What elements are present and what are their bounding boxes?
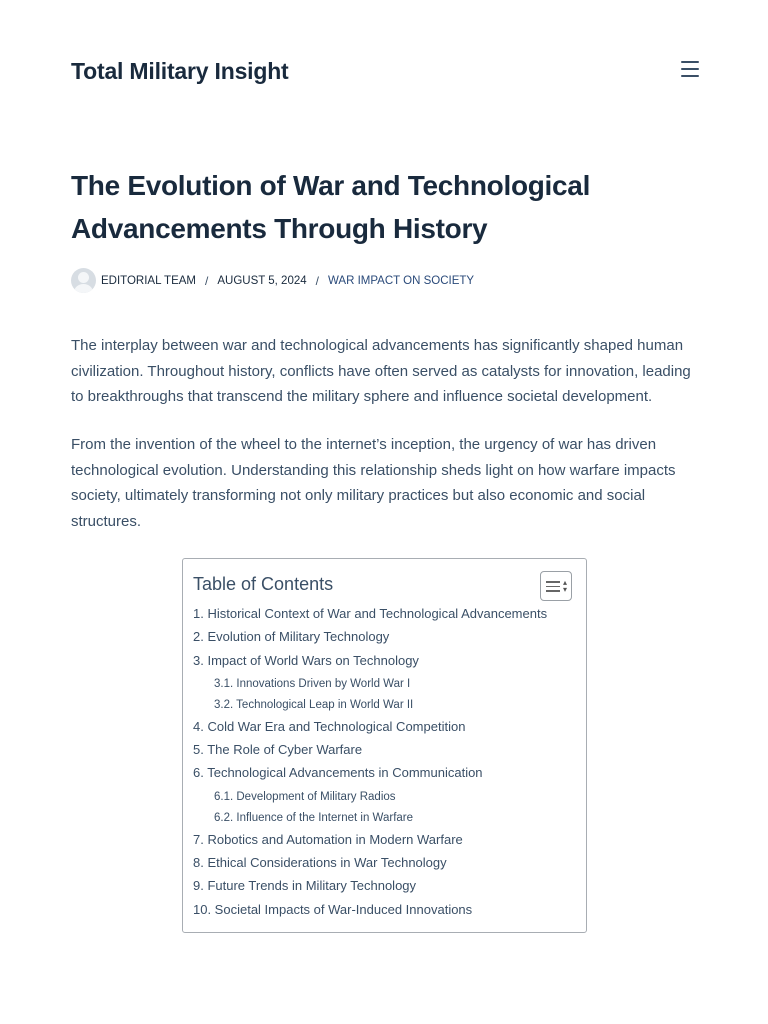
toc-item	[193, 877, 586, 900]
toc-link[interactable]: 6. Technological Advancements in Communication	[193, 765, 483, 781]
toc-item	[193, 628, 586, 651]
toc-item	[193, 831, 586, 854]
toc-item	[193, 696, 586, 718]
toc-link[interactable]: 3.2. Technological Leap in World War II	[214, 699, 414, 712]
toc-link[interactable]: 8. Ethical Considerations in War Technology	[193, 855, 447, 871]
toc-link[interactable]: 3.1. Innovations Driven by World War I	[214, 677, 411, 690]
post-date: AUGUST 5, 2024	[217, 274, 307, 287]
toc-link[interactable]: 5. The Role of Cyber Warfare	[193, 742, 363, 758]
toc-link[interactable]: 3. Impact of World Wars on Technology	[193, 652, 419, 668]
author-link[interactable]: EDITORIAL TEAM	[101, 274, 197, 287]
toc-item	[193, 605, 586, 628]
toc-link[interactable]: 6.2. Influence of the Internet in Warfare	[214, 812, 414, 825]
post-meta	[71, 268, 474, 293]
toc-link[interactable]: 10. Societal Impacts of War-Induced Innovations	[193, 901, 473, 917]
toc-item	[193, 718, 586, 741]
list-toggle-icon[interactable]: ▴ ▾	[540, 571, 572, 601]
toc-item	[193, 741, 586, 764]
toc-item	[193, 675, 586, 697]
toc-item	[193, 764, 586, 787]
meta-separator: /	[315, 273, 319, 288]
toc-list	[193, 605, 586, 924]
meta-separator: /	[205, 273, 209, 288]
intro-paragraph: The interplay between war and technological advancements has significantly shaped human civilization. Throughout history, conflicts have often served as catalysts for innovation, leading to breakthroughs that transcend the military sphere and influence societal development.	[71, 337, 691, 405]
toc-link[interactable]: 4. Cold War Era and Technological Competition	[193, 718, 466, 734]
table-of-contents	[182, 558, 587, 933]
site-title-link[interactable]: Total Military Insight	[71, 58, 289, 84]
category-link[interactable]: WAR IMPACT ON SOCIETY	[327, 274, 475, 287]
hamburger-menu-icon[interactable]	[681, 61, 699, 77]
toc-item	[193, 788, 586, 810]
toc-link[interactable]: 2. Evolution of Military Technology	[193, 629, 390, 645]
toc-item	[193, 901, 586, 924]
toc-link[interactable]: 1. Historical Context of War and Technological Advancements	[193, 606, 548, 621]
avatar[interactable]	[71, 268, 96, 293]
toc-link[interactable]: 7. Robotics and Automation in Modern Warfare	[193, 831, 463, 847]
page-title: The Evolution of War and Technological Advancements Through History	[71, 170, 591, 244]
toc-title: Table of Contents	[193, 574, 334, 594]
toc-item	[193, 854, 586, 877]
toc-link[interactable]: 6.1. Development of Military Radios	[214, 790, 396, 803]
toc-item	[193, 809, 586, 831]
toc-item	[193, 652, 586, 675]
toc-link[interactable]: 9. Future Trends in Military Technology	[193, 878, 417, 894]
site-header	[71, 56, 699, 86]
intro-paragraph: From the invention of the wheel to the internet’s inception, the urgency of war has driven technological evolution. Understanding this relationship sheds light on how warfare impacts society, ultimately transforming not only military practices but also economic and social structures.	[71, 436, 676, 530]
